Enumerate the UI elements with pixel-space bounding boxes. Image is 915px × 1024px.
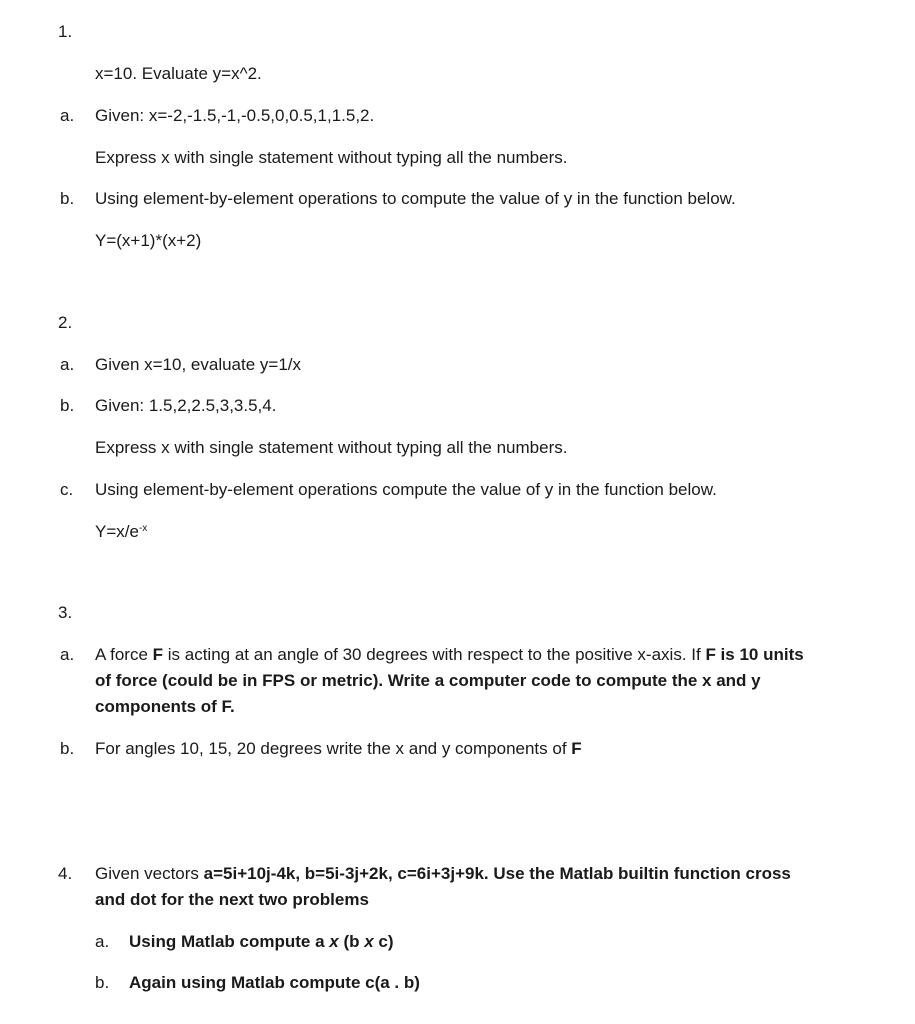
q3-b-text [95, 737, 582, 761]
q1-intro: x=10. Evaluate y=x^2. [95, 64, 262, 83]
q4-a-cross-symbol-2: x [364, 932, 374, 951]
q2-number: 2. [58, 313, 73, 332]
q4-a-text [129, 930, 394, 954]
q3-b-force-symbol: F [571, 739, 582, 758]
q1-b-text: Using element-by-element operations to compute the value of y in the function below. [95, 189, 736, 208]
formula-base: Y=x/e [95, 522, 139, 541]
q2-b-text: Given: 1.5,2,2.5,3,3.5,4. [95, 396, 277, 415]
q3-a-line1-part2: is acting at an angle of 30 degrees with respect to the positive x-axis. If [163, 645, 706, 664]
q4-number: 4. [58, 864, 73, 883]
q4-b-text: Again using Matlab compute c(a . b) [129, 973, 420, 992]
q3-number: 3. [58, 603, 73, 622]
q3-a-line3: components of F. [95, 697, 235, 716]
q3-a-line1-bold: F is 10 units [705, 645, 804, 664]
q3-a-line1 [95, 643, 804, 667]
q1-a-label: a. [60, 106, 75, 125]
q4-line2: and dot for the next two problems [95, 890, 369, 909]
q2-c-text: Using element-by-element operations compute the value of y in the function below. [95, 480, 717, 499]
q4-line1 [95, 862, 791, 886]
q2-b-label: b. [60, 396, 75, 415]
q3-a-label: a. [60, 645, 75, 664]
q1-b-formula: Y=(x+1)*(x+2) [95, 231, 202, 250]
q3-a-line2: of force (could be in FPS or metric). Write a computer code to compute the x and y [95, 671, 761, 690]
q1-a-text: Given: x=-2,-1.5,-1,-0.5,0,0.5,1,1.5,2. [95, 106, 375, 125]
q4-a-part2: (b [338, 932, 365, 951]
q2-a-text: Given x=10, evaluate y=1/x [95, 355, 302, 374]
q4-a-part1: Using Matlab compute a [129, 932, 330, 951]
q4-a-part3: c) [373, 932, 394, 951]
q2-a-label: a. [60, 355, 75, 374]
formula-exponent: -x [138, 523, 148, 534]
q3-b-label: b. [60, 739, 75, 758]
q1-a-note: Express x with single statement without typing all the numbers. [95, 148, 568, 167]
q2-c-formula [95, 520, 147, 547]
q1-b-label: b. [60, 189, 75, 208]
q3-a-force-symbol: F [152, 645, 164, 664]
q2-b-note: Express x with single statement without typing all the numbers. [95, 438, 568, 457]
q1-number: 1. [58, 22, 73, 41]
q3-b-text-main: For angles 10, 15, 20 degrees write the x and y components of [95, 739, 572, 758]
q4-line1-part1: Given vectors [95, 864, 204, 883]
q2-c-label: c. [60, 480, 74, 499]
q4-b-label: b. [95, 973, 110, 992]
q4-a-cross-symbol-1: x [329, 932, 339, 951]
q4-line1-bold: a=5i+10j-4k, b=5i-3j+2k, c=6i+3j+9k. Use the Matlab builtin function cross [203, 864, 791, 883]
q4-a-label: a. [95, 932, 110, 951]
q3-a-line1-part1: A force [95, 645, 153, 664]
